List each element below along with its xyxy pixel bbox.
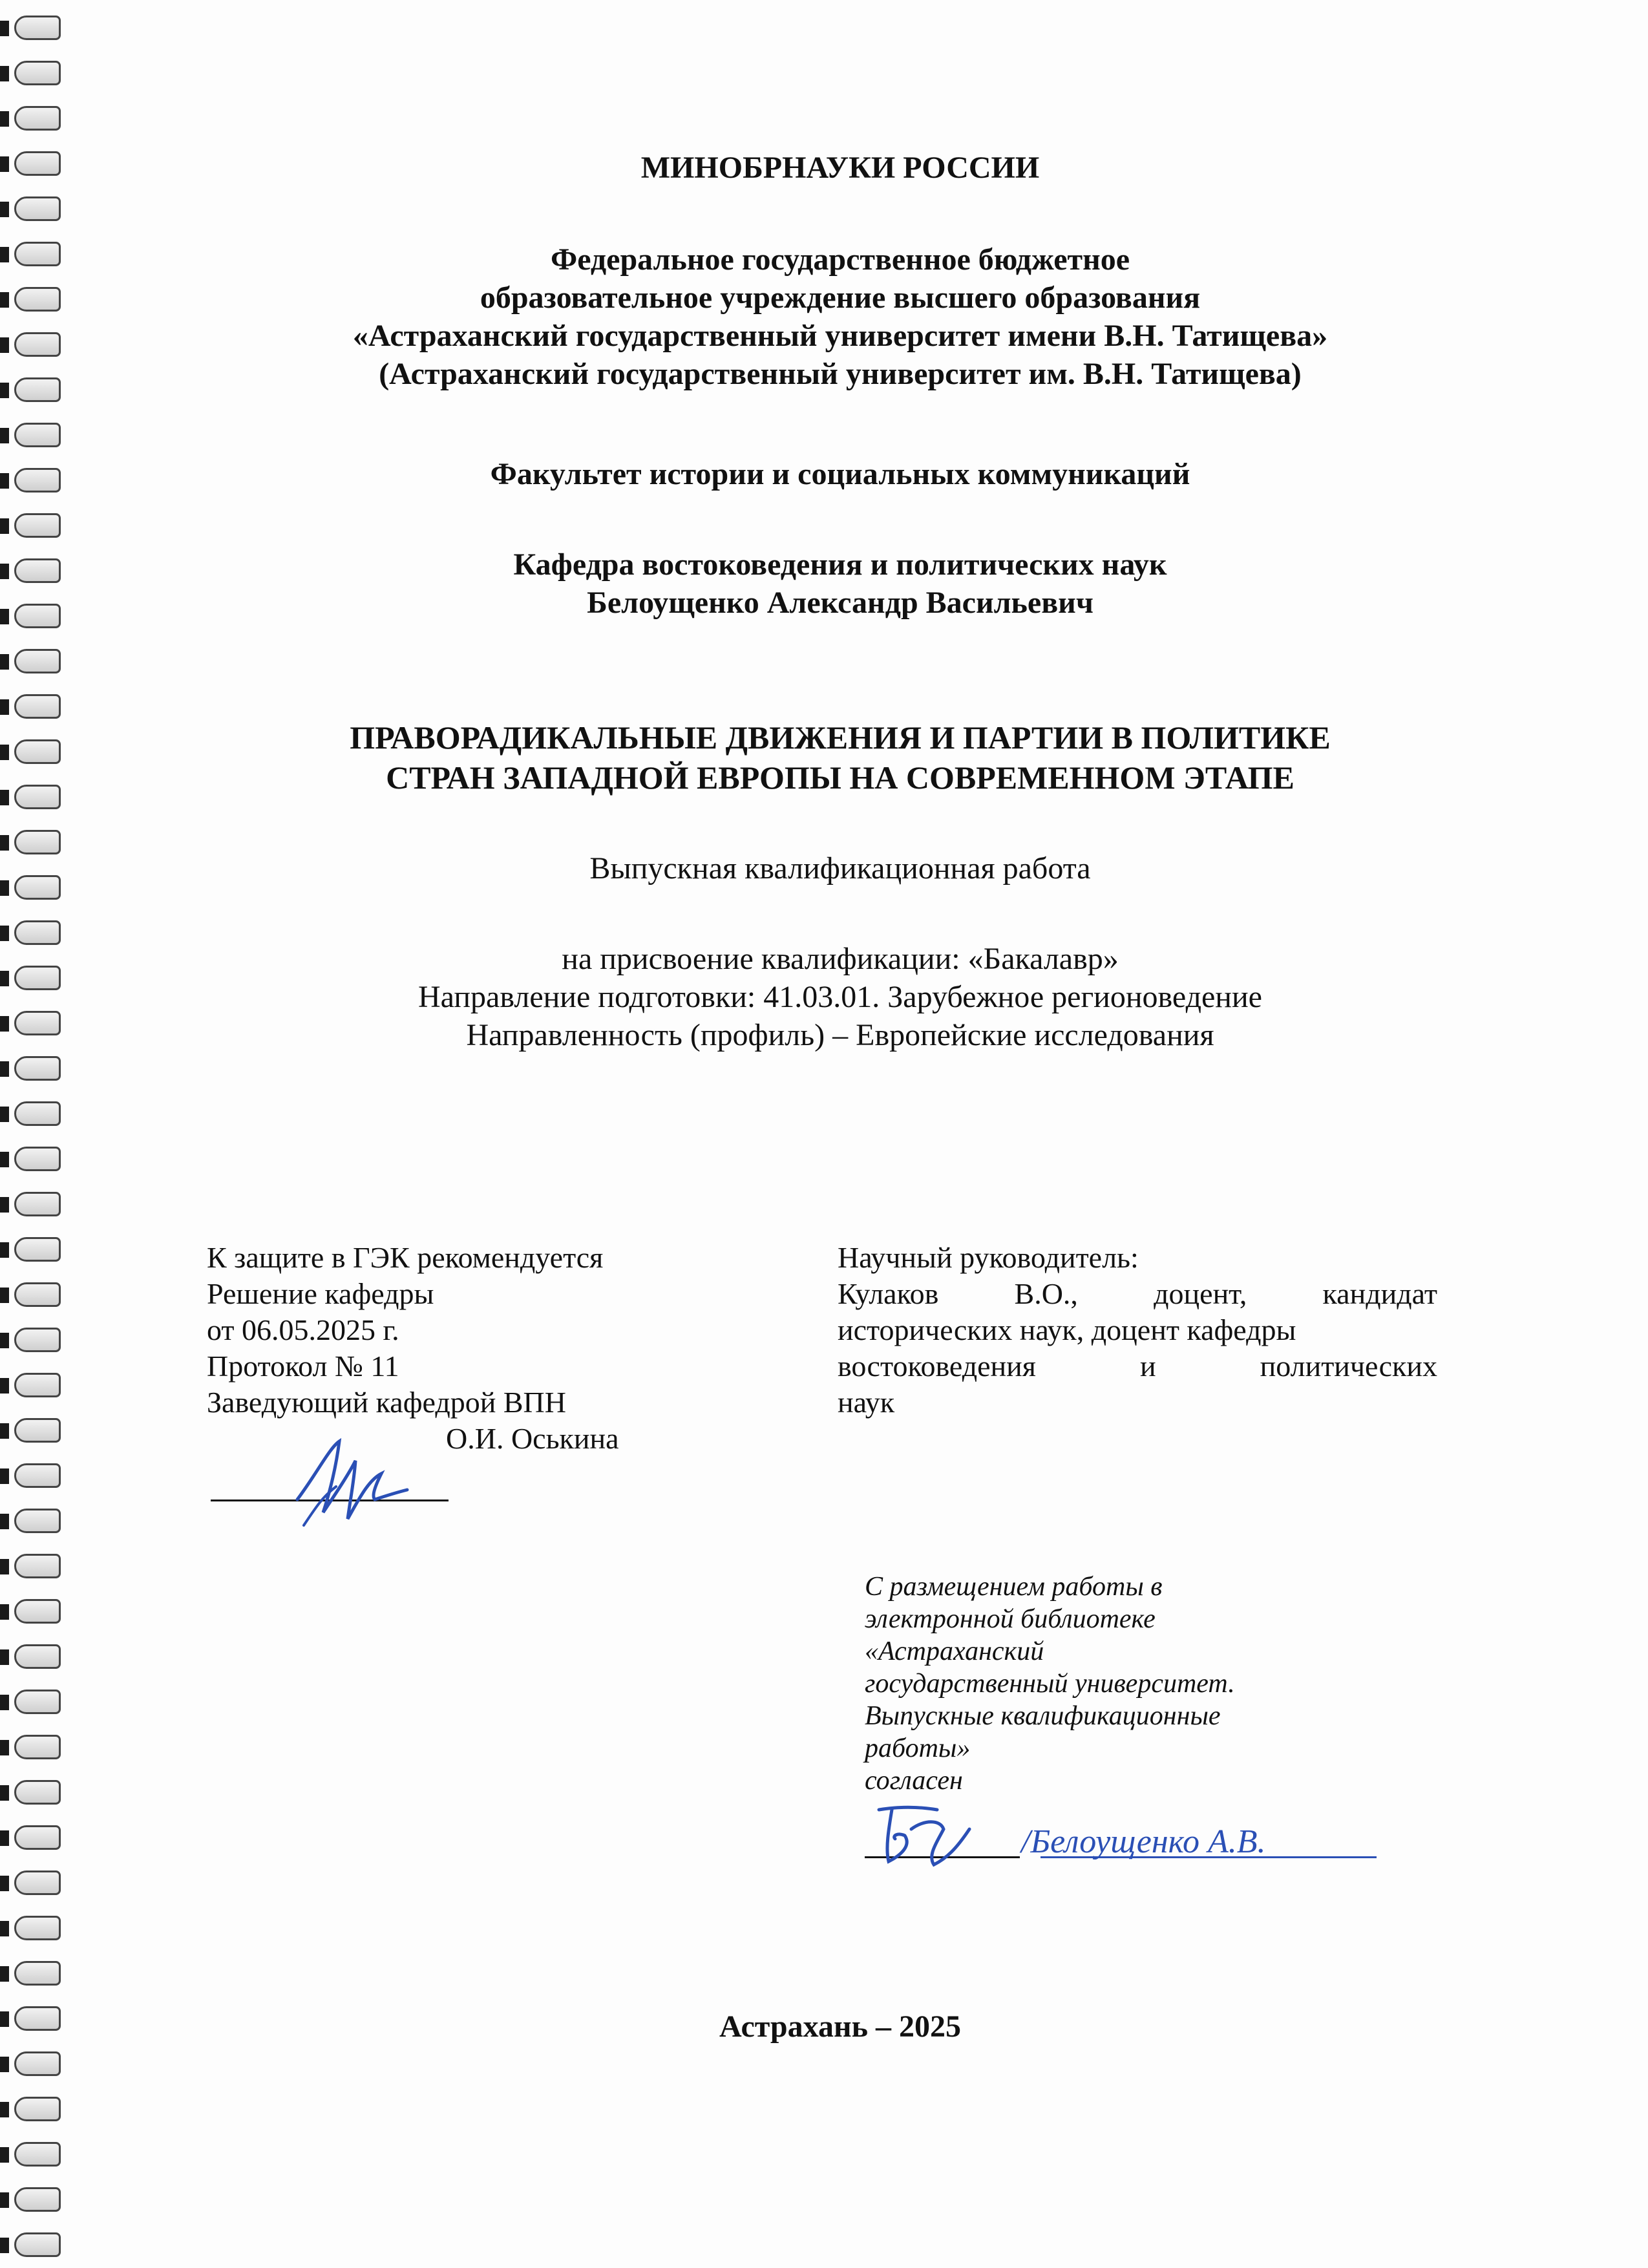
consent-line: Выпускные квалификационные (865, 1701, 1221, 1731)
institution-block (194, 240, 1486, 393)
word: политических (1260, 1350, 1437, 1383)
consent-line: электронной библиотеке (865, 1604, 1156, 1634)
study-direction: Направление подготовки: 41.03.01. Зарубежное регионоведение (418, 980, 1262, 1014)
head-signature-image (278, 1435, 414, 1532)
defense-head: Заведующий кафедрой ВПН (207, 1386, 566, 1419)
ministry-heading: МИНОБРНАУКИ РОССИИ (640, 151, 1040, 185)
defense-recommend: К защите в ГЭК рекомендуется (207, 1241, 604, 1274)
binding-ring (0, 873, 65, 902)
binding-ring (0, 375, 65, 405)
binding-ring (0, 2049, 65, 2079)
author-signature-text: /Белоущенко А.В. (1021, 1823, 1266, 1860)
word: доцент, (1154, 1277, 1247, 1310)
binding-ring (0, 2139, 65, 2169)
binding-ring (0, 1732, 65, 1762)
binding-ring (0, 1687, 65, 1717)
institution-line: (Астраханский государственный университет им. В.Н. Татищева) (379, 357, 1302, 391)
binding-ring (0, 646, 65, 676)
qualification: на присвоение квалификации: «Бакалавр» (562, 942, 1119, 976)
binding-ring (0, 963, 65, 993)
binding-ring (0, 601, 65, 631)
binding-ring (0, 1868, 65, 1898)
binding-ring (0, 2230, 65, 2260)
binding-ring (0, 1008, 65, 1038)
supervisor-line (838, 1276, 1437, 1312)
title-line: СТРАН ЗАПАДНОЙ ЕВРОПЫ НА СОВРЕМЕННОМ ЭТАПЕ (386, 759, 1294, 796)
word: В.О., (1014, 1277, 1078, 1310)
study-profile: Направленность (профиль) – Европейские исследования (466, 1018, 1214, 1052)
binding-ring (0, 1777, 65, 1807)
institution-line: «Астраханский государственный университет имени В.Н. Татищева» (352, 319, 1328, 353)
binding-ring (0, 1596, 65, 1626)
binding-ring (0, 420, 65, 450)
consent-line: С размещением работы в (865, 1572, 1163, 1602)
supervisor-label: Научный руководитель: (838, 1241, 1139, 1274)
binding-ring (0, 1189, 65, 1219)
binding-ring (0, 1506, 65, 1536)
faculty-name: Факультет истории и социальных коммуникаций (490, 457, 1190, 491)
binding-ring (0, 58, 65, 88)
binding-ring (0, 239, 65, 269)
spiral-binding (0, 0, 71, 2268)
institution-line: образовательное учреждение высшего образования (480, 281, 1201, 315)
consent-line: государственный университет. (865, 1669, 1235, 1699)
binding-ring (0, 692, 65, 721)
binding-ring (0, 149, 65, 178)
binding-ring (0, 330, 65, 359)
binding-ring (0, 1370, 65, 1400)
supervisor-block (838, 1240, 1437, 1421)
binding-ring (0, 13, 65, 43)
city-year: Астрахань – 2025 (719, 2009, 962, 2044)
author-name-underline (1041, 1856, 1377, 1858)
department-name: Кафедра востоковедения и политических наук (513, 547, 1167, 582)
binding-ring (0, 1551, 65, 1581)
consent-line: работы» (865, 1733, 971, 1763)
binding-ring (0, 1235, 65, 1264)
binding-ring (0, 2094, 65, 2124)
consent-block (865, 1571, 1382, 1797)
binding-ring (0, 2185, 65, 2214)
binding-ring (0, 1823, 65, 1852)
binding-ring (0, 556, 65, 586)
author-signature-image (866, 1790, 976, 1874)
word: Кулаков (838, 1277, 939, 1310)
binding-ring (0, 1325, 65, 1355)
binding-ring (0, 1461, 65, 1490)
binding-ring (0, 1913, 65, 1943)
supervisor-line: исторических наук, доцент кафедры (838, 1313, 1296, 1346)
defense-date: от 06.05.2025 г. (207, 1313, 399, 1346)
defense-protocol: Протокол № 11 (207, 1350, 399, 1383)
binding-ring (0, 1642, 65, 1671)
word: востоковедения (838, 1350, 1036, 1383)
binding-ring (0, 1280, 65, 1309)
thesis-title (194, 717, 1486, 798)
word: кандидат (1322, 1277, 1437, 1310)
defense-decision: Решение кафедры (207, 1277, 434, 1310)
supervisor-line (838, 1348, 1437, 1384)
binding-ring (0, 1144, 65, 1174)
title-line: ПРАВОРАДИКАЛЬНЫЕ ДВИЖЕНИЯ И ПАРТИИ В ПОЛИТИКЕ (350, 719, 1331, 756)
author-name: Белоущенко Александр Васильевич (587, 586, 1093, 620)
binding-ring (0, 1099, 65, 1129)
defense-block (207, 1240, 737, 1457)
binding-ring (0, 827, 65, 857)
supervisor-line: наук (838, 1386, 895, 1419)
binding-ring (0, 782, 65, 812)
institution-line: Федеральное государственное бюджетное (550, 242, 1130, 277)
defense-head-name: О.И. Оськина (446, 1422, 619, 1455)
binding-ring (0, 1054, 65, 1083)
binding-ring (0, 194, 65, 224)
consent-line: «Астраханский (865, 1637, 1044, 1666)
binding-ring (0, 465, 65, 495)
binding-ring (0, 511, 65, 540)
binding-ring (0, 1958, 65, 1988)
binding-ring (0, 918, 65, 948)
work-type: Выпускная квалификационная работа (589, 851, 1091, 885)
binding-ring (0, 737, 65, 767)
binding-ring (0, 2004, 65, 2033)
word: и (1139, 1350, 1156, 1383)
binding-ring (0, 1415, 65, 1445)
binding-ring (0, 284, 65, 314)
binding-ring (0, 103, 65, 133)
consent-line: согласен (865, 1766, 963, 1796)
